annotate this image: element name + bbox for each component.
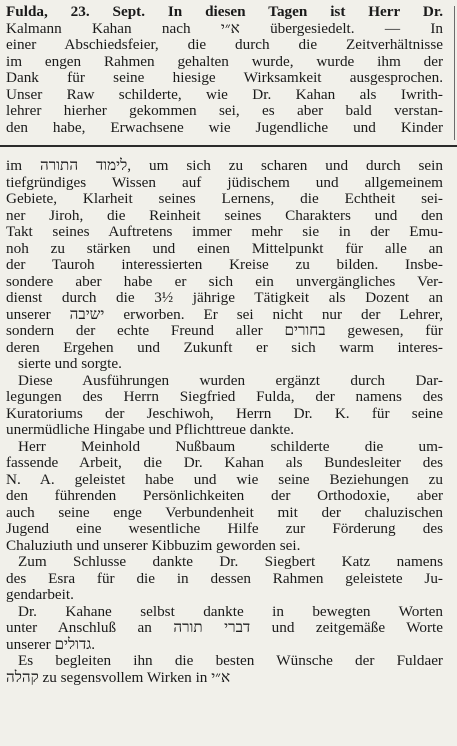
text-line: N. A. geleistet habe und wie seine Beziehungen zu bbox=[6, 470, 443, 488]
text-line: Dank für seine hiesige Wirksamkeit ausgesprochen. bbox=[6, 69, 443, 86]
text-line: gendarbeit. bbox=[6, 586, 74, 603]
text-line: den habe, Erwachsene wie Jugendliche und Kinder bbox=[6, 118, 443, 136]
text-line: Jugend eine wesentliche Hilfe zur Förderung des bbox=[6, 520, 443, 537]
text-line: sondere aber habe er sich ein unvergängliches Ver- bbox=[6, 272, 443, 290]
text-line: legungen des Herrn Siegfried Fulda, der namens des bbox=[6, 388, 443, 405]
text-line: tiefgründiges Wissen auf jüdischem und allgemeinem bbox=[6, 173, 443, 191]
text-line: der Tauroh interessierten Kreise zu bilden. Insbe- bbox=[6, 256, 443, 273]
text-line: dienst durch die 3½ jährige Tätigkeit als Dozent an bbox=[6, 289, 443, 306]
text-line: im engen Rahmen gehalten wurde, wurde ihm der bbox=[6, 52, 443, 70]
text-line: unserer ישיבה erworben. Er sei nicht nur der Lehrer, bbox=[6, 305, 443, 323]
text-line: Unser Raw schilderte, wie Dr. Kahan als Iwrith- bbox=[6, 85, 443, 103]
text-line: Dr. Kahane selbst dankte in bewegten Worten bbox=[18, 602, 443, 620]
text-line: Es begleiten ihn die besten Wünsche der Fuldaer bbox=[18, 652, 443, 669]
text-line: unserer גדולים. bbox=[6, 635, 96, 653]
text-line: lehrer hierher gekommen sei, es aber bald verstan- bbox=[6, 102, 443, 119]
text-line: unter Anschluß an דברי תורה und zeitgemäße Worte bbox=[6, 619, 443, 636]
text-line: noh zu stärken und einen Mittelpunkt für alle an bbox=[6, 239, 443, 257]
text-line: einer Abschiedsfeier, die durch die Zeitverhältnisse bbox=[6, 36, 443, 53]
text-line: unermüdliche Hingabe und Pflichttreue dankte. bbox=[6, 421, 295, 438]
text-line: Kuratoriums der Jeschiwoh, Herrn Dr. K. für seine bbox=[6, 404, 443, 422]
text-line: Herr Meinhold Nußbaum schilderte die um- bbox=[18, 437, 443, 455]
section-divider bbox=[0, 145, 457, 147]
text-line: Zum Schlusse dankte Dr. Siegbert Katz namens bbox=[18, 553, 443, 570]
text-line: קהלה zu segensvollem Wirken in א״י bbox=[6, 668, 231, 686]
column-rule bbox=[454, 6, 455, 140]
text-line: im לימוד התורה, um sich zu scharen und durch sein bbox=[6, 157, 443, 174]
text-line: Gebiete, Klarheit seines Lernens, die Echtheit sei- bbox=[6, 190, 443, 207]
text-line: des Esra für die in dessen Rahmen geleistete Ju- bbox=[6, 569, 443, 587]
text-line: Chaluziuth und unserer Kibbuzim geworden sei. bbox=[6, 536, 301, 554]
text-line: auch seine enge Verbundenheit mit der chaluzischen bbox=[6, 503, 443, 521]
text-line: ner Jiroh, die Reinheit seines Charakters und den bbox=[6, 206, 443, 224]
main-section bbox=[0, 158, 447, 686]
top-section bbox=[0, 4, 447, 136]
text-line: sondern der echte Freund aller בחורים gewesen, für bbox=[6, 322, 443, 339]
text-line: sierte und sorgte. bbox=[18, 355, 122, 372]
text-line: Kalmann Kahan nach א״י übergesiedelt. — In bbox=[6, 19, 443, 37]
text-line: Takt seines Auftretens immer mehr sie in der Emu- bbox=[6, 223, 443, 240]
text-line: Diese Ausführungen wurden ergänzt durch Dar- bbox=[18, 371, 443, 389]
text-line: fassende Arbeit, die Dr. Kahan als Bundesleiter des bbox=[6, 454, 443, 471]
text-line: deren Ergehen und Zukunft er sich warm interes- bbox=[6, 338, 443, 356]
text-line: Fulda, 23. Sept. In diesen Tagen ist Herr Dr. bbox=[6, 3, 443, 20]
text-line: den führenden Persönlichkeiten der Orthodoxie, aber bbox=[6, 487, 443, 504]
